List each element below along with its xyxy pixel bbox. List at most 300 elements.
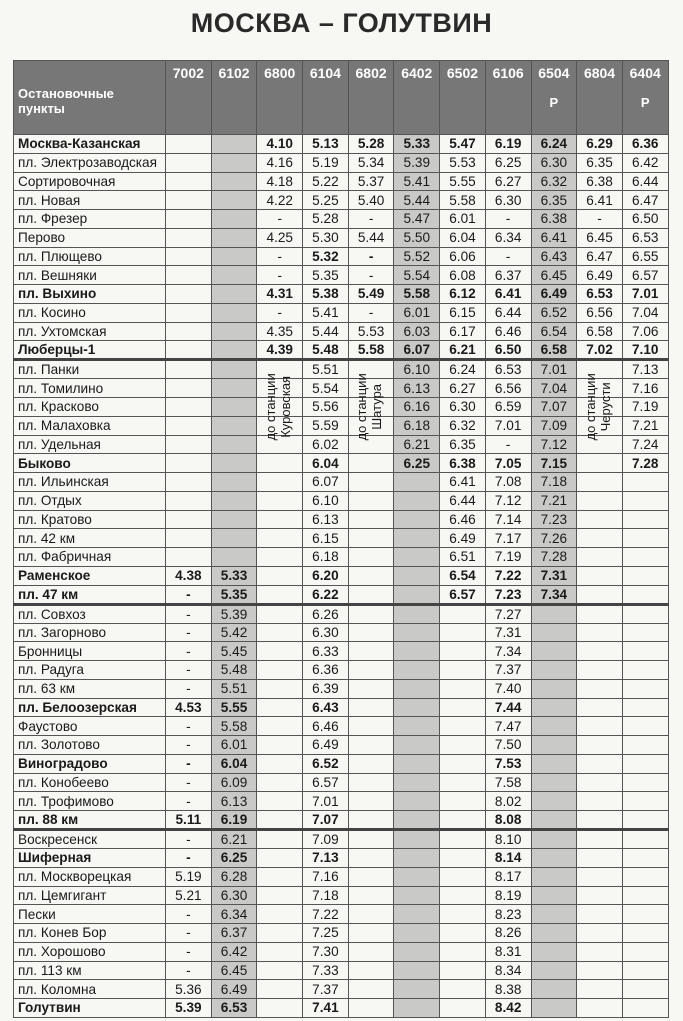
time-cell: 5.48 bbox=[303, 341, 349, 360]
time-cell: 7.07 bbox=[303, 811, 349, 830]
time-cell bbox=[440, 867, 486, 886]
time-cell: 5.55 bbox=[440, 172, 486, 191]
station-name: Виноградово bbox=[14, 754, 166, 773]
time-cell bbox=[440, 623, 486, 642]
time-cell bbox=[577, 491, 623, 510]
time-cell: 7.13 bbox=[303, 849, 349, 868]
train-number: 6106 bbox=[492, 65, 524, 81]
time-cell: 8.02 bbox=[485, 792, 531, 811]
time-cell: 6.29 bbox=[577, 135, 623, 154]
time-cell: 7.10 bbox=[622, 341, 668, 360]
time-cell: 6.44 bbox=[622, 172, 668, 191]
station-name: пл. Плющево bbox=[14, 247, 166, 266]
table-row bbox=[14, 980, 669, 999]
time-cell bbox=[394, 999, 440, 1018]
time-cell bbox=[394, 510, 440, 529]
time-cell: 7.58 bbox=[485, 773, 531, 792]
header-row bbox=[14, 61, 669, 135]
time-cell bbox=[531, 792, 577, 811]
time-cell bbox=[577, 924, 623, 943]
station-name: пл. Золотово bbox=[14, 736, 166, 755]
time-cell: 5.41 bbox=[394, 172, 440, 191]
station-name: пл. Конобеево bbox=[14, 773, 166, 792]
station-name: Раменское bbox=[14, 566, 166, 585]
time-cell: 7.22 bbox=[303, 905, 349, 924]
time-cell bbox=[394, 942, 440, 961]
station-name: Перово bbox=[14, 228, 166, 247]
time-cell: 7.28 bbox=[622, 454, 668, 473]
time-cell bbox=[166, 491, 212, 510]
time-cell bbox=[622, 773, 668, 792]
time-cell: 5.54 bbox=[394, 266, 440, 285]
time-cell bbox=[257, 773, 303, 792]
time-cell bbox=[622, 529, 668, 548]
time-cell bbox=[211, 473, 257, 492]
time-cell: - bbox=[166, 717, 212, 736]
station-name: пл. 88 км bbox=[14, 811, 166, 830]
time-cell: 6.41 bbox=[440, 473, 486, 492]
time-cell bbox=[577, 867, 623, 886]
time-cell bbox=[394, 980, 440, 999]
time-cell bbox=[577, 754, 623, 773]
table-row bbox=[14, 285, 669, 304]
time-cell: 7.34 bbox=[485, 642, 531, 661]
time-cell bbox=[348, 980, 394, 999]
time-cell: 6.46 bbox=[440, 510, 486, 529]
header-train-6106 bbox=[485, 61, 531, 135]
time-cell bbox=[348, 792, 394, 811]
time-cell bbox=[440, 604, 486, 623]
train-number: 6502 bbox=[446, 65, 479, 81]
time-cell bbox=[440, 980, 486, 999]
time-cell: 5.19 bbox=[166, 867, 212, 886]
time-cell: 6.49 bbox=[211, 980, 257, 999]
time-cell bbox=[257, 980, 303, 999]
time-cell: 5.44 bbox=[348, 228, 394, 247]
table-row bbox=[14, 210, 669, 229]
time-cell: 6.04 bbox=[440, 228, 486, 247]
time-cell: 6.26 bbox=[303, 604, 349, 623]
time-cell bbox=[440, 924, 486, 943]
time-cell: 4.39 bbox=[257, 341, 303, 360]
time-cell bbox=[577, 736, 623, 755]
time-cell: 6.46 bbox=[485, 322, 531, 341]
time-cell: - bbox=[485, 435, 531, 454]
header-train-6404 bbox=[622, 61, 668, 135]
time-cell bbox=[348, 623, 394, 642]
time-cell: - bbox=[166, 642, 212, 661]
time-cell bbox=[577, 811, 623, 830]
table-row bbox=[14, 322, 669, 341]
station-name: пл. Малаховка bbox=[14, 416, 166, 435]
time-cell bbox=[622, 867, 668, 886]
station-name: пл. Хорошово bbox=[14, 942, 166, 961]
time-cell bbox=[394, 736, 440, 755]
time-cell bbox=[531, 867, 577, 886]
time-cell: 7.23 bbox=[485, 585, 531, 604]
time-cell bbox=[211, 548, 257, 567]
header-train-7002 bbox=[166, 61, 212, 135]
time-cell bbox=[211, 191, 257, 210]
time-cell: 5.52 bbox=[394, 247, 440, 266]
page-title: МОСКВА – ГОЛУТВИН bbox=[190, 8, 493, 38]
time-cell: 7.16 bbox=[622, 379, 668, 398]
time-cell: 8.17 bbox=[485, 867, 531, 886]
time-cell bbox=[440, 849, 486, 868]
time-cell: 6.07 bbox=[394, 341, 440, 360]
time-cell bbox=[440, 717, 486, 736]
time-cell: 6.06 bbox=[440, 247, 486, 266]
table-row bbox=[14, 135, 669, 154]
time-cell: 7.23 bbox=[531, 510, 577, 529]
time-cell bbox=[257, 830, 303, 849]
time-cell: 6.33 bbox=[303, 642, 349, 661]
time-cell: 6.44 bbox=[440, 491, 486, 510]
time-cell: 6.41 bbox=[577, 191, 623, 210]
time-cell: 6.02 bbox=[303, 435, 349, 454]
time-cell: 6.18 bbox=[394, 416, 440, 435]
time-cell: 6.13 bbox=[303, 510, 349, 529]
time-cell bbox=[440, 754, 486, 773]
time-cell bbox=[348, 529, 394, 548]
time-cell: 4.10 bbox=[257, 135, 303, 154]
time-cell bbox=[622, 566, 668, 585]
time-cell: 7.34 bbox=[531, 585, 577, 604]
time-cell: 6.56 bbox=[577, 303, 623, 322]
time-cell: 5.11 bbox=[166, 811, 212, 830]
time-cell bbox=[577, 886, 623, 905]
time-cell: 5.38 bbox=[303, 285, 349, 304]
time-cell bbox=[440, 886, 486, 905]
time-cell: - bbox=[348, 210, 394, 229]
note-to-kurovskaya: до станции Куровская bbox=[262, 373, 293, 441]
station-name: пл. Выхино bbox=[14, 285, 166, 304]
time-cell: 6.49 bbox=[577, 266, 623, 285]
time-cell: 5.42 bbox=[211, 623, 257, 642]
time-cell bbox=[166, 360, 212, 379]
time-cell: 6.46 bbox=[303, 717, 349, 736]
time-cell: 6.01 bbox=[211, 736, 257, 755]
train-number: 7002 bbox=[172, 65, 204, 81]
time-cell bbox=[394, 604, 440, 623]
time-cell bbox=[622, 830, 668, 849]
time-cell: 5.34 bbox=[348, 153, 394, 172]
time-cell: 6.30 bbox=[531, 153, 577, 172]
station-name: пл. Совхоз bbox=[14, 604, 166, 623]
time-cell bbox=[166, 416, 212, 435]
station-name: пл. Ухтомская bbox=[14, 322, 166, 341]
time-cell: 6.37 bbox=[211, 924, 257, 943]
time-cell bbox=[394, 473, 440, 492]
note-to-shatura: до станции Шатура bbox=[354, 373, 385, 441]
time-cell bbox=[531, 924, 577, 943]
time-cell: 7.44 bbox=[485, 698, 531, 717]
time-cell: - bbox=[485, 247, 531, 266]
time-cell: 6.18 bbox=[303, 548, 349, 567]
time-cell: 6.42 bbox=[622, 153, 668, 172]
time-cell: 5.33 bbox=[211, 566, 257, 585]
time-cell: 6.53 bbox=[485, 360, 531, 379]
header-train-6104 bbox=[303, 61, 349, 135]
time-cell bbox=[531, 698, 577, 717]
train-number: 6504 bbox=[538, 65, 570, 81]
station-name: пл. Коломна bbox=[14, 980, 166, 999]
header-train-6502 bbox=[440, 61, 486, 135]
time-cell bbox=[166, 454, 212, 473]
time-cell bbox=[348, 736, 394, 755]
time-cell: 6.01 bbox=[440, 210, 486, 229]
time-cell: 7.14 bbox=[485, 510, 531, 529]
train-mark: Р bbox=[640, 95, 650, 110]
time-cell bbox=[348, 679, 394, 698]
station-name: Москва-Казанская bbox=[14, 135, 166, 154]
time-cell bbox=[622, 510, 668, 529]
time-cell: 6.08 bbox=[440, 266, 486, 285]
time-cell: 5.53 bbox=[440, 153, 486, 172]
table-row bbox=[14, 773, 669, 792]
time-cell bbox=[257, 792, 303, 811]
time-cell: 7.06 bbox=[622, 322, 668, 341]
time-cell bbox=[257, 473, 303, 492]
time-cell: 8.38 bbox=[485, 980, 531, 999]
time-cell bbox=[622, 924, 668, 943]
time-cell bbox=[348, 849, 394, 868]
time-cell bbox=[577, 661, 623, 680]
time-cell: 7.16 bbox=[303, 867, 349, 886]
time-cell: 6.43 bbox=[303, 698, 349, 717]
time-cell bbox=[531, 980, 577, 999]
table-row bbox=[14, 754, 669, 773]
station-name: пл. Фабричная bbox=[14, 548, 166, 567]
time-cell bbox=[577, 942, 623, 961]
time-cell: 6.41 bbox=[485, 285, 531, 304]
time-cell: 6.36 bbox=[303, 661, 349, 680]
time-cell bbox=[394, 924, 440, 943]
station-name: пл. Вешняки bbox=[14, 266, 166, 285]
time-cell bbox=[577, 980, 623, 999]
table-row bbox=[14, 416, 669, 435]
time-cell bbox=[531, 905, 577, 924]
time-cell: 5.58 bbox=[440, 191, 486, 210]
time-cell: 6.54 bbox=[531, 322, 577, 341]
time-cell: - bbox=[348, 266, 394, 285]
train-number: 6104 bbox=[309, 65, 341, 81]
time-cell bbox=[622, 698, 668, 717]
time-cell: - bbox=[166, 924, 212, 943]
time-cell bbox=[577, 679, 623, 698]
time-cell bbox=[394, 623, 440, 642]
time-cell: 5.47 bbox=[394, 210, 440, 229]
station-name: Шиферная bbox=[14, 849, 166, 868]
station-name: пл. Белоозерская bbox=[14, 698, 166, 717]
time-cell: 7.24 bbox=[622, 435, 668, 454]
time-cell: 5.39 bbox=[166, 999, 212, 1018]
time-cell: 6.16 bbox=[394, 398, 440, 417]
time-cell bbox=[257, 510, 303, 529]
time-cell: - bbox=[166, 623, 212, 642]
table-row bbox=[14, 153, 669, 172]
time-cell: 8.42 bbox=[485, 999, 531, 1018]
time-cell bbox=[394, 773, 440, 792]
time-cell bbox=[622, 905, 668, 924]
time-cell bbox=[622, 999, 668, 1018]
time-cell: 6.39 bbox=[303, 679, 349, 698]
station-name: Сортировочная bbox=[14, 172, 166, 191]
time-cell bbox=[348, 717, 394, 736]
time-cell bbox=[577, 473, 623, 492]
time-cell bbox=[622, 736, 668, 755]
time-cell: 5.58 bbox=[394, 285, 440, 304]
time-cell bbox=[622, 491, 668, 510]
time-cell: 6.57 bbox=[622, 266, 668, 285]
time-cell: 5.37 bbox=[348, 172, 394, 191]
time-cell bbox=[257, 642, 303, 661]
time-cell bbox=[166, 247, 212, 266]
time-cell bbox=[577, 585, 623, 604]
time-cell bbox=[531, 773, 577, 792]
time-cell: 5.39 bbox=[394, 153, 440, 172]
station-name: пл. 113 км bbox=[14, 961, 166, 980]
time-cell bbox=[166, 228, 212, 247]
time-cell bbox=[440, 698, 486, 717]
time-cell: 6.57 bbox=[440, 585, 486, 604]
station-name: пл. Радуга bbox=[14, 661, 166, 680]
time-cell bbox=[394, 585, 440, 604]
time-cell bbox=[257, 905, 303, 924]
time-cell bbox=[211, 435, 257, 454]
time-cell: 7.22 bbox=[485, 566, 531, 585]
time-cell: 5.39 bbox=[211, 604, 257, 623]
time-cell: 7.01 bbox=[303, 792, 349, 811]
time-cell bbox=[257, 867, 303, 886]
table-row bbox=[14, 679, 669, 698]
time-cell: 6.15 bbox=[303, 529, 349, 548]
time-cell bbox=[348, 961, 394, 980]
time-cell bbox=[257, 886, 303, 905]
time-cell: 6.32 bbox=[531, 172, 577, 191]
time-cell: 6.21 bbox=[394, 435, 440, 454]
time-cell: - bbox=[166, 754, 212, 773]
train-mark: Р bbox=[549, 95, 559, 110]
time-cell bbox=[394, 792, 440, 811]
time-cell: 6.13 bbox=[211, 792, 257, 811]
time-cell bbox=[394, 529, 440, 548]
time-cell: 8.10 bbox=[485, 830, 531, 849]
timetable bbox=[13, 60, 669, 1018]
time-cell: 7.15 bbox=[531, 454, 577, 473]
time-cell bbox=[577, 529, 623, 548]
time-cell bbox=[211, 266, 257, 285]
time-cell: 5.44 bbox=[394, 191, 440, 210]
time-cell bbox=[348, 642, 394, 661]
time-cell: 7.12 bbox=[531, 435, 577, 454]
header-stations-label: Остановочные пункты bbox=[14, 61, 166, 135]
time-cell: 6.49 bbox=[303, 736, 349, 755]
station-name: Воскресенск bbox=[14, 830, 166, 849]
time-cell: - bbox=[166, 905, 212, 924]
time-cell bbox=[348, 905, 394, 924]
time-cell bbox=[166, 398, 212, 417]
time-cell bbox=[211, 135, 257, 154]
train-number: 6800 bbox=[264, 65, 296, 81]
time-cell: 5.58 bbox=[211, 717, 257, 736]
table-row bbox=[14, 566, 669, 585]
time-cell bbox=[531, 717, 577, 736]
time-cell: 7.09 bbox=[531, 416, 577, 435]
time-cell: 6.38 bbox=[440, 454, 486, 473]
time-cell bbox=[622, 961, 668, 980]
time-cell: - bbox=[257, 247, 303, 266]
time-cell bbox=[211, 398, 257, 417]
time-cell bbox=[622, 754, 668, 773]
time-cell: - bbox=[166, 792, 212, 811]
station-name: пл. Цемгигант bbox=[14, 886, 166, 905]
time-cell: 5.32 bbox=[303, 247, 349, 266]
time-cell: 5.54 bbox=[303, 379, 349, 398]
time-cell: 6.30 bbox=[485, 191, 531, 210]
time-cell: 6.19 bbox=[211, 811, 257, 830]
time-cell: 6.24 bbox=[531, 135, 577, 154]
time-cell: 6.53 bbox=[577, 285, 623, 304]
station-name: пл. Электрозаводская bbox=[14, 153, 166, 172]
time-cell bbox=[440, 961, 486, 980]
time-cell: - bbox=[257, 210, 303, 229]
time-cell: 6.35 bbox=[577, 153, 623, 172]
time-cell bbox=[257, 604, 303, 623]
time-cell bbox=[440, 792, 486, 811]
header-train-6504 bbox=[531, 61, 577, 135]
time-cell: 7.31 bbox=[485, 623, 531, 642]
time-cell: 7.33 bbox=[303, 961, 349, 980]
time-cell bbox=[257, 736, 303, 755]
time-cell bbox=[622, 473, 668, 492]
table-row bbox=[14, 604, 669, 623]
time-cell bbox=[257, 698, 303, 717]
time-cell bbox=[577, 773, 623, 792]
time-cell bbox=[166, 191, 212, 210]
time-cell bbox=[577, 454, 623, 473]
time-cell: 6.45 bbox=[531, 266, 577, 285]
time-cell bbox=[394, 886, 440, 905]
time-cell: 6.47 bbox=[577, 247, 623, 266]
time-cell: - bbox=[166, 773, 212, 792]
station-name: пл. Удельная bbox=[14, 435, 166, 454]
header-train-6102 bbox=[211, 61, 257, 135]
time-cell bbox=[440, 905, 486, 924]
time-cell bbox=[440, 830, 486, 849]
time-cell bbox=[348, 830, 394, 849]
time-cell: 6.58 bbox=[531, 341, 577, 360]
time-cell: 7.18 bbox=[531, 473, 577, 492]
time-cell bbox=[531, 642, 577, 661]
time-cell bbox=[257, 454, 303, 473]
time-cell bbox=[348, 754, 394, 773]
time-cell: - bbox=[166, 736, 212, 755]
time-cell: 6.15 bbox=[440, 303, 486, 322]
time-cell bbox=[257, 999, 303, 1018]
time-cell: 6.25 bbox=[394, 454, 440, 473]
time-cell: 6.52 bbox=[303, 754, 349, 773]
time-cell bbox=[531, 661, 577, 680]
time-cell bbox=[348, 566, 394, 585]
time-cell: - bbox=[166, 604, 212, 623]
table-row bbox=[14, 942, 669, 961]
table-row bbox=[14, 905, 669, 924]
time-cell: 6.51 bbox=[440, 548, 486, 567]
time-cell: 7.21 bbox=[622, 416, 668, 435]
time-cell: 6.49 bbox=[531, 285, 577, 304]
time-cell bbox=[394, 830, 440, 849]
